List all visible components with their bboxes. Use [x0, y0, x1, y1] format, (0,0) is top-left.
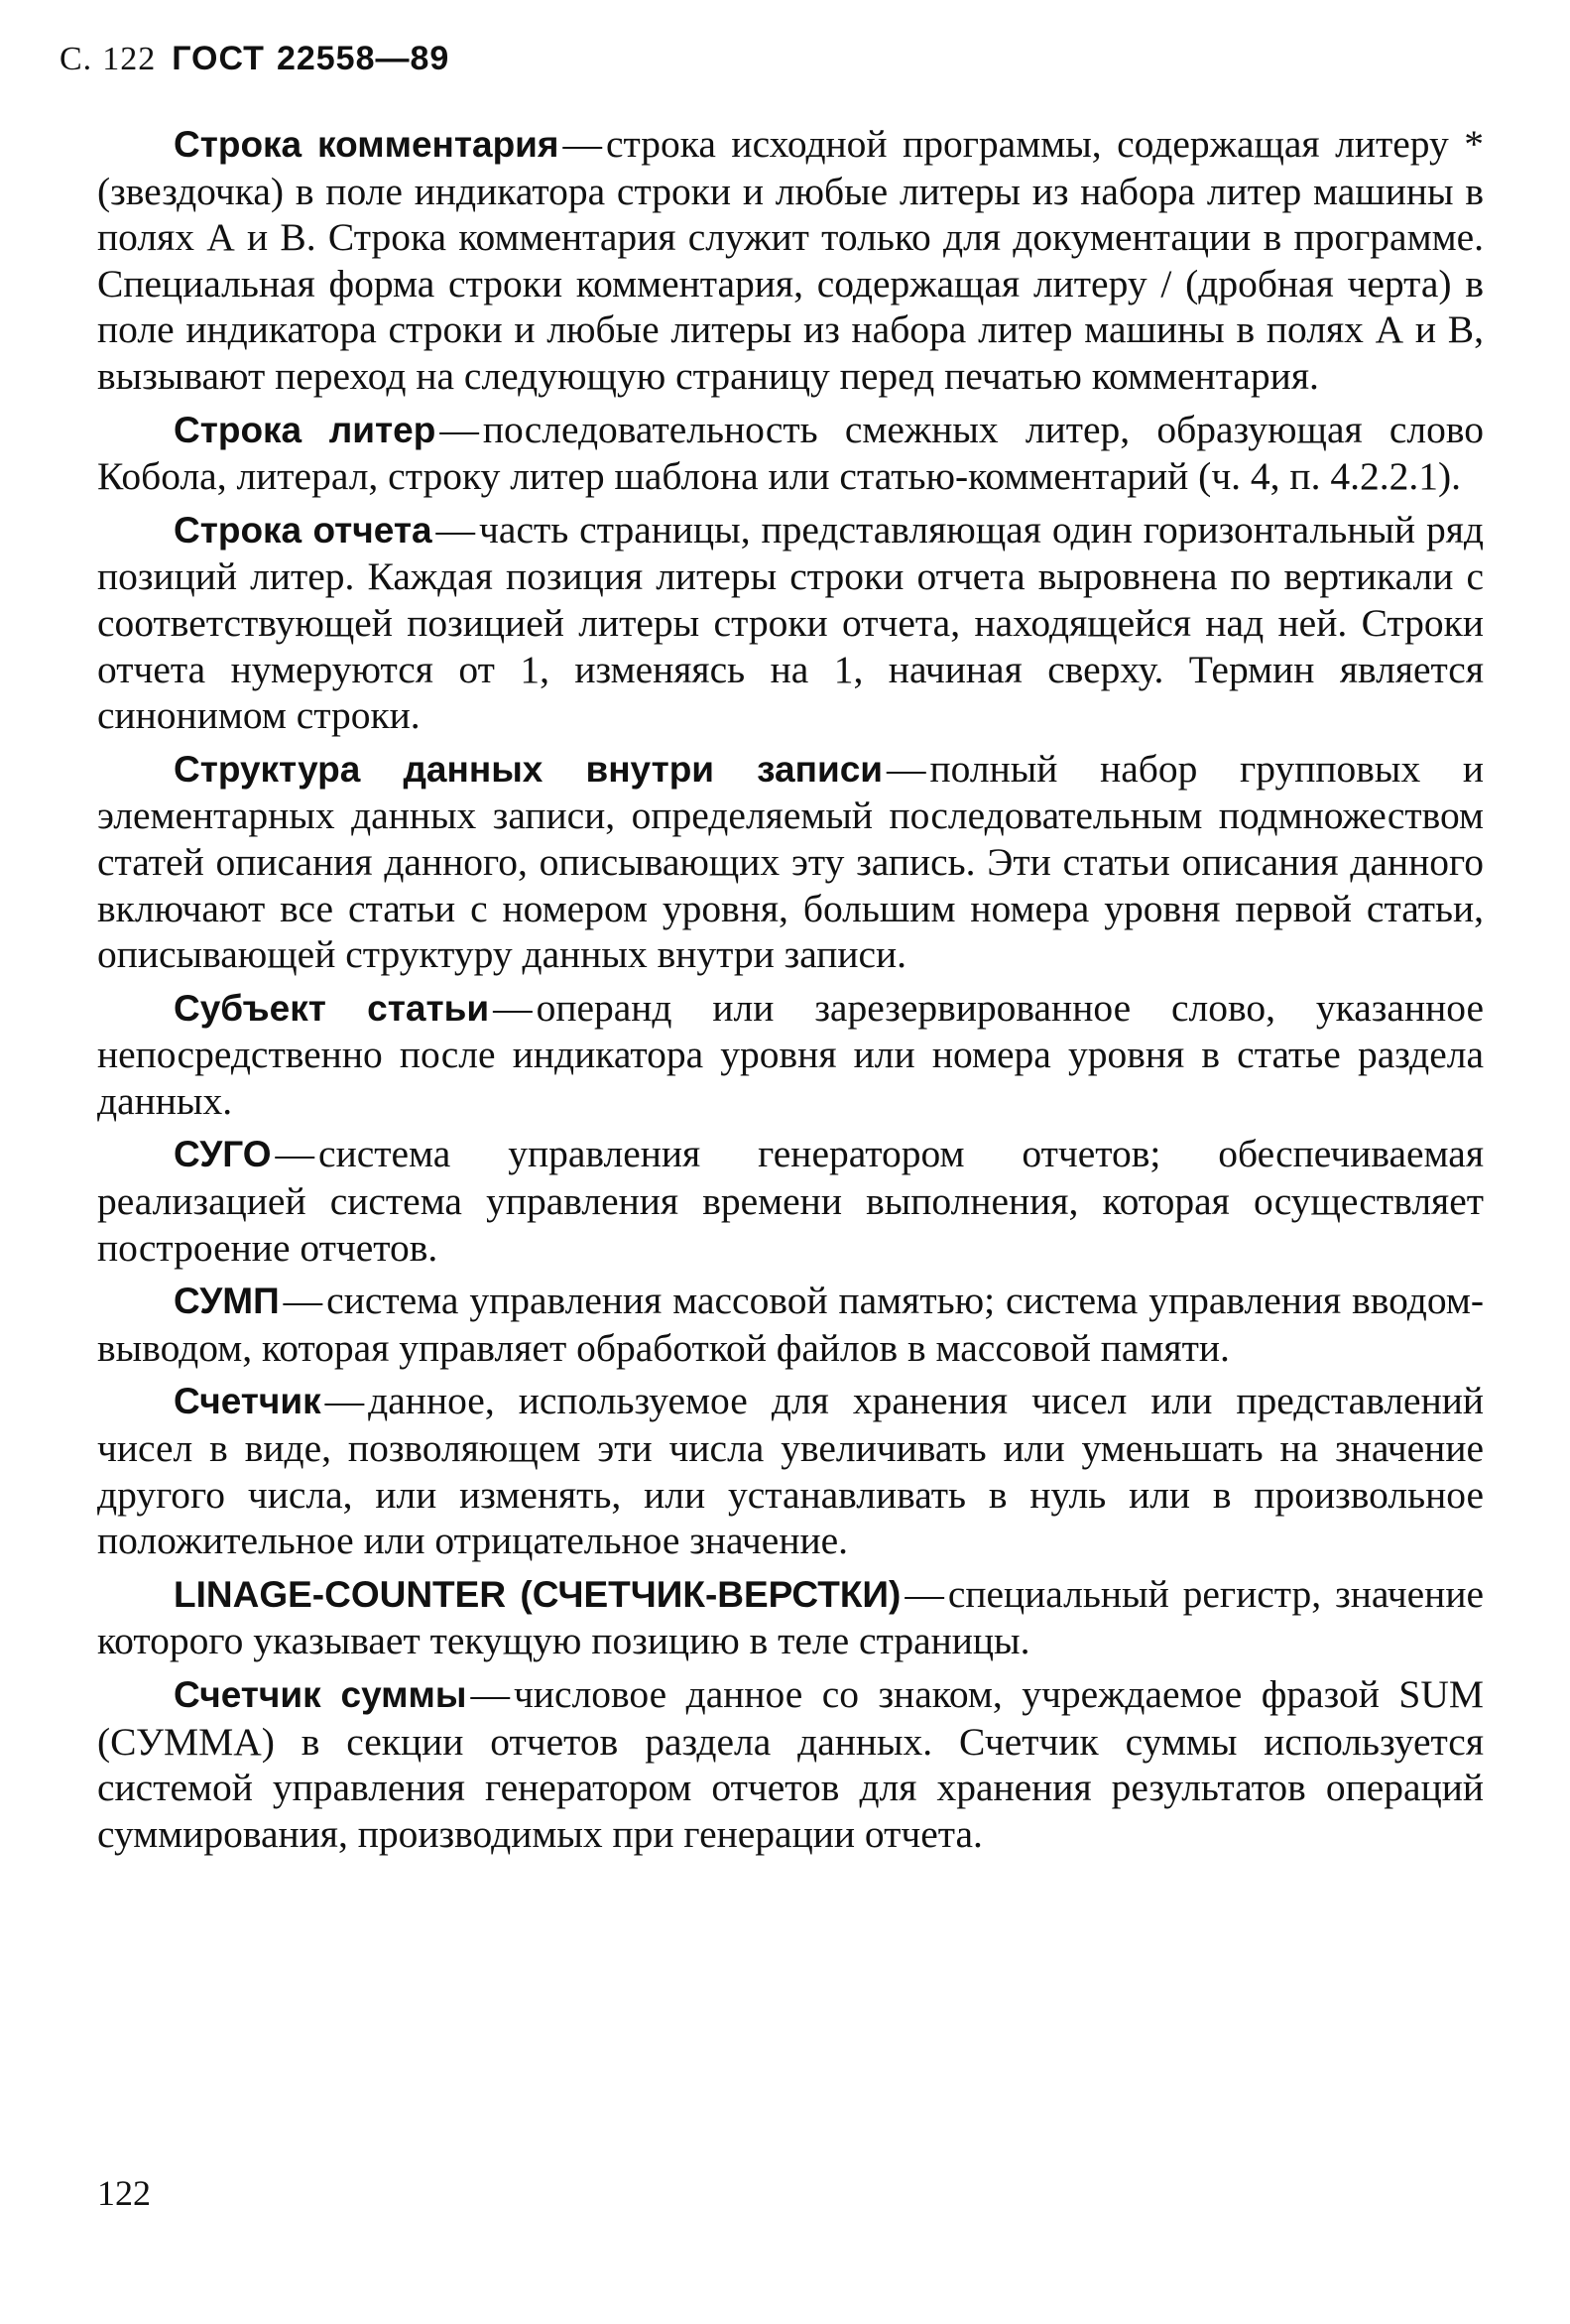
- page-number-head: 122: [102, 41, 157, 77]
- entry-term: Структура данных внутри записи: [174, 748, 884, 790]
- glossary-entry: [97, 121, 1484, 400]
- entry-definition: числовое данное со знаком, учреждаемое фразой SUM (СУММА) в секции отчетов раздела данных. Счетчик суммы используется системой управления генератором отчетов для хранения результатов операций суммирования, производимых при генерации отчета.: [97, 1672, 1484, 1856]
- entry-term: Строка отчета: [174, 509, 432, 550]
- entry-definition: специальный регистр, значение которого указывает текущую позицию в теле страницы.: [97, 1571, 1484, 1663]
- glossary-entry: [97, 1131, 1484, 1271]
- glossary-entry: [97, 985, 1484, 1125]
- glossary-entry: [97, 1378, 1484, 1563]
- entry-dash: —: [435, 507, 476, 551]
- entry-dash: —: [439, 407, 479, 451]
- entry-definition: часть страницы, представляющая один горизонтальный ряд позиций литер. Каждая позиция литеры строки отчета выровнена по вертикали с соответствующей позицией литеры строки отчета, находящейся над ней. Строки отчета нумеруются от 1, изменяясь на 1, начиная сверху. Термин является синонимом строки.: [97, 507, 1484, 738]
- page-number-footer: 122: [97, 2173, 151, 2213]
- page-label: С.: [60, 41, 93, 77]
- glossary-body: [97, 121, 1484, 1864]
- entry-dash: —: [493, 985, 533, 1030]
- entry-term: СУГО: [174, 1134, 272, 1175]
- standard-number: 22558—89: [276, 40, 450, 77]
- entry-dash: —: [324, 1379, 365, 1423]
- entry-dash: —: [470, 1672, 511, 1716]
- entry-term: LINAGE-COUNTER (СЧЕТЧИК-ВЕРСТКИ): [174, 1573, 902, 1615]
- entry-dash: —: [562, 122, 603, 166]
- entry-term: СУМП: [174, 1281, 280, 1322]
- entry-term: Строка комментария: [174, 124, 559, 165]
- glossary-entry: [97, 1278, 1484, 1371]
- entry-definition: система управления генератором отчетов; обеспечиваемая реализацией система управления времени выполнения, которая осуществляет построение отчетов.: [97, 1132, 1484, 1270]
- glossary-entry: [97, 1571, 1484, 1664]
- entry-definition: данное, используемое для хранения чисел или представлений чисел в виде, позволяющем эти числа увеличивать или уменьшать на значение другого числа, или изменять, или устанавливать в нуль или в произвольное положительное или отрицательное значение.: [97, 1379, 1484, 1563]
- entry-dash: —: [283, 1279, 323, 1323]
- entry-definition: строка исходной программы, содержащая литеру * (звездочка) в поле индикатора строки и любые литеры из набора литер машины в полях А и В. Строка комментария служит только для документации в программе. Специальная форма строки комментария, содержащая литеру / (дробная черта) в поле индикатора строки и любые литеры из набора литер машины в полях А и В, вызывают переход на следующую страницу перед печатью комментария.: [97, 122, 1484, 398]
- entry-dash: —: [905, 1571, 944, 1616]
- entry-term: Строка литер: [174, 409, 436, 450]
- entry-definition: последовательность смежных литер, образующая слово Кобола, литерал, строку литер шаблона или статью-комментарий (ч. 4, п. 4.2.2.1).: [97, 407, 1485, 499]
- running-head: [60, 40, 449, 78]
- entry-dash: —: [887, 746, 926, 791]
- glossary-entry: [97, 507, 1484, 739]
- entry-term: Счетчик: [174, 1381, 321, 1422]
- glossary-entry: [97, 407, 1484, 500]
- entry-definition: операнд или зарезервированное слово, указанное непосредственно после индикатора уровня или номера уровня в статье раздела данных.: [97, 985, 1484, 1123]
- entry-term: Счетчик суммы: [174, 1674, 467, 1715]
- entry-definition: система управления массовой памятью; система управления вводом-выводом, которая управляет обработкой файлов в массовой памяти.: [97, 1279, 1484, 1370]
- entry-dash: —: [275, 1132, 315, 1176]
- entry-term: Субъект статьи: [174, 987, 490, 1029]
- standard-name: ГОСТ: [172, 40, 265, 77]
- glossary-entry: [97, 1671, 1484, 1857]
- entry-definition: полный набор групповых и элементарных данных записи, определяемый последовательным подмножеством статей описания данного, описывающих эту запись. Эти статьи описания данного включают все статьи с номером уровня, большим номера уровня первой статьи, описывающей структуру данных внутри записи.: [97, 746, 1485, 977]
- glossary-entry: [97, 746, 1484, 978]
